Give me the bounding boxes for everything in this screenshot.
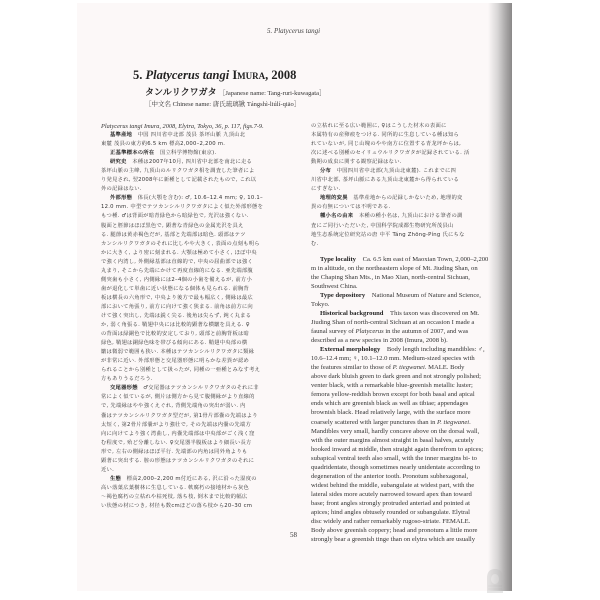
text-line (311, 327, 510, 336)
text-line: の立枯れに至る広い範囲に, ♀はこうした材木の表面に (311, 123, 447, 129)
japanese-name-kana: タンルリクワガタ (145, 88, 217, 98)
line-text: the features similar to those of P. tiegwanei. MALE. Body (311, 364, 465, 372)
line-text: the Chaping Shan Mts., in Mao Xian, north-central Sichuan, (311, 273, 470, 281)
text-line (311, 212, 510, 221)
text-line (311, 345, 510, 354)
text-line (101, 366, 313, 375)
text-line (311, 436, 510, 445)
sphinx-watermark-icon (484, 566, 506, 594)
section-heading: 基準産地 (110, 132, 133, 139)
line-text: 10.6–12.4 mm; ♀, 10.1–12.0 mm. Medium-sized species with (311, 355, 475, 363)
line-text: ends which are greenish black as well as tibiae; appendages (311, 400, 469, 408)
text-line (101, 502, 313, 511)
taxon-name: P. tiegwanei (437, 418, 470, 426)
text-line (311, 194, 510, 203)
book-page (77, 3, 510, 591)
section-heading: 外部形態 (110, 195, 133, 202)
text-line (101, 285, 313, 294)
line-text: り発見され, 翌2008年に新種として記載されたもので, これ以 (101, 177, 257, 184)
text-line (101, 258, 313, 267)
section-heading: 正基準標本の所在 (110, 150, 155, 157)
line-text: Ca. 6.5 km east of Maoxian Town, 2,000–2,200 (362, 255, 489, 263)
line-text: が非常に近い. 外部形態と交尾器形態に明らかな差異が認め (101, 358, 250, 365)
line-text: 茶坪山脈の主峰, 九顶山のルリクワガタ相を調査した筆者によ (101, 168, 255, 175)
text-line (311, 318, 510, 327)
line-text: 顕著に突出する. 腟の形態はテツカンシルリクワガタのそれに (101, 457, 255, 464)
line-text: 高い落葉広葉樹林に生息している. 軟腐朽の接地材から灰色 (101, 484, 250, 491)
line-text: 方もありうるだろう. (101, 376, 153, 383)
line-text: ～褐色腐朽の立枯れや枯死枝, 落ち枝, 倒木まで比較的幅広 (101, 493, 248, 500)
line-text: degeneration of the anterior tooth. Pronotum subhexagonal, (311, 472, 469, 480)
section-heading: 分布 (320, 168, 332, 175)
line-text: quadridentate, though sometimes nearly unidentate according to (311, 463, 481, 471)
taxon-name: Platycerus (355, 328, 384, 336)
line-text: 腹面と脛節はほぼ黒色で, 顕著な青緑色の金属光沢を具え (101, 222, 244, 229)
text-line (101, 493, 313, 502)
line-text: む. (311, 240, 319, 247)
text-line (101, 430, 313, 439)
line-text: 異の有無については不明である. (311, 204, 391, 211)
text-line (101, 222, 313, 231)
line-text: ♂交尾器はテツカンシルリクワガタのそれに非 (143, 385, 259, 392)
line-text: 常によく似ているが, 側片は側方から見て腹側縁がより直線的 (101, 394, 255, 401)
text-line (101, 475, 313, 484)
text-line (311, 463, 510, 472)
text-line (101, 312, 313, 321)
japanese-name (145, 85, 326, 98)
line-text: strongly bear a greenish tinge than on elytra which are usually (311, 536, 476, 544)
line-text: Tokyo. (311, 300, 330, 308)
line-text: disc widely and rather remarkably rugoso-striate. FEMALE. (311, 518, 471, 526)
text-line (311, 185, 510, 194)
section-heading: Type locality (320, 255, 356, 263)
line-text: で, 先端縁はやや強くえぐれ, 背側先端角の突出が弱い. 内 (101, 403, 246, 410)
section-heading: External morphology (320, 346, 381, 354)
line-text: above dark bluish green to dark green and not strongly polished; (311, 373, 481, 381)
text-line (311, 309, 510, 318)
line-text: Body above greenish coppery; head and pronotum a little more (311, 527, 478, 535)
text-line (311, 273, 510, 282)
text-line: 動期の成虫に関する観察記録はない. (311, 159, 402, 166)
text-line (101, 384, 313, 393)
text-line (101, 294, 313, 303)
text-line (101, 167, 313, 176)
text-line: 本属特有の産卵痕をつける. 同所的に生息している種は知ら (311, 132, 460, 139)
text-line: れていないが, 同じ山塊のやや南方に位置する青龙坪からは, (311, 141, 462, 148)
text-line (101, 240, 313, 249)
text-line (311, 354, 510, 363)
line-text: described as a new species in 2008 (Imura, 2008 b). (311, 337, 448, 345)
text-line: 次に述べる別種のセイリュウルリクワガタが記録されている. 活 (311, 150, 470, 157)
line-text: widest behind the middle, subangulate at widest part, with the (311, 481, 475, 489)
citation-text: Platycerus tangi Imura, 2008, Elytra, Tokyo, 36, p. 117, figs.7-9. (101, 123, 264, 130)
line-text: m in altitude, on the northeastern slope of Mt. Jiuding Shan, on (311, 264, 478, 272)
line-text: 歯が退化して単歯に近い状態になる個体も見られる. 前胸背 (101, 285, 250, 292)
line-text: る. 腿節は黄赤褐色だが, 基部と先端部は暗色. 頭部はテツ (101, 231, 246, 238)
line-text: 太短く, 第2骨片部嚢がより強壮で, その先端は内嚢の先端方 (101, 421, 252, 428)
text-line (311, 282, 510, 291)
section-heading: 交尾器形態 (110, 385, 138, 392)
line-text: 査にご同行いただいた, 中国科学院成都生物研究所茂县山 (311, 222, 454, 229)
taxon-name: P. tiegwanei (392, 364, 425, 372)
text-line (101, 231, 313, 240)
text-line (311, 418, 510, 427)
text-line (101, 466, 313, 475)
line-text: National Museum of Nature and Science, (371, 291, 481, 299)
line-text: 中国四川省中北部(九顶山北東麓). これまでに四 (336, 168, 457, 175)
section-heading: 研究史 (110, 159, 127, 166)
line-text: This taxon was discovered on Mt. (390, 309, 480, 317)
species-year: , 2008 (265, 68, 297, 82)
section-heading: Historical background (320, 309, 384, 317)
line-text: 基準産地からの記録しかないため, 地理的変 (353, 195, 463, 202)
line-text: 丸まり, そこから先端にかけて再度直線的になる. 亜先端部腹 (101, 267, 253, 274)
text-line (101, 185, 313, 194)
line-text: の背面は緑銅色で比較的安定しており, 頭部と前胸背板は暗 (101, 331, 250, 338)
line-text: base; front angles strongly protruded anteriad and pointed at (311, 499, 470, 507)
section-heading: Type depository (320, 291, 366, 299)
species-title (133, 68, 296, 83)
line-text: 嚢はテツカンシルリクワガタ型だが, 第1骨片部嚢の先端はより (101, 412, 258, 419)
text-line (311, 408, 510, 417)
line-text: 12.0 mm. 中型でテツカンシルリクワガタによく似た外部形態を (101, 204, 264, 211)
line-text: 本種の種小名は, 九顶山における筆者の調 (358, 213, 463, 220)
line-text: coarsely scattered with larger punctures than in P. tiegwanei. (311, 418, 471, 426)
line-text: か, 弱く角張る. 鞘翅中央には比較的顕著な横皺を具える. ♀ (101, 322, 250, 329)
line-text: faunal survey of Platycerus in the autumn of 2007, and was (311, 328, 469, 336)
text-line (311, 445, 510, 454)
line-text: femora yellow-reddish brown except for both basal and apical (311, 391, 475, 399)
text-line (311, 490, 510, 499)
text-line (311, 381, 510, 390)
line-text: apices; hind angles obtusely rounded or subangulate. Elytral (311, 508, 470, 516)
text-line (311, 499, 510, 508)
text-line (101, 448, 313, 457)
line-text: hooked inward at middle, then straight again therefrom to apices; (311, 445, 484, 453)
left-column (101, 122, 313, 511)
text-line (101, 212, 313, 221)
text-line (101, 149, 313, 158)
text-line (311, 167, 510, 176)
line-text: む程度で, 殆ど分離しない. ♀交尾器半腹板はより細長い長方 (101, 439, 252, 446)
line-text: にすぎない. (311, 186, 341, 193)
text-line (311, 222, 510, 231)
text-line (101, 321, 313, 330)
line-text: brownish black. Head relatively large, with the surface more (311, 409, 471, 417)
citation-line (101, 122, 313, 131)
text-line (101, 393, 313, 402)
line-text: 川省中北部, 茶坪山脈にある九顶山北東麓から得られている (311, 177, 460, 184)
text-line (101, 194, 313, 203)
line-text: venter black, with a remarkable blue-greenish metallic luster; (311, 382, 473, 390)
line-text: lateral sides more acutely narrowed toward apex than toward (311, 490, 472, 498)
text-line (101, 303, 313, 312)
line-text: 皺は微弱で範囲も狭い. 本種はテツカンシルリクワガタに類縁 (101, 349, 255, 356)
line-text: subapical ventral teeth also small, with the inner margins bi- to (311, 454, 477, 462)
text-line (101, 267, 313, 276)
text-line (101, 375, 313, 384)
text-line (311, 231, 510, 240)
text-line (311, 472, 510, 481)
section-heading: 地理的変異 (320, 195, 348, 202)
text-line (101, 176, 313, 185)
text-line (311, 203, 510, 212)
text-line (101, 131, 313, 140)
line-text: 中国 四川省中北部 茂县 茶坪山脈 九顶山北 (137, 132, 246, 139)
text-line (101, 421, 313, 430)
text-line (101, 249, 313, 258)
species-binomial: Platycerus tangi (145, 68, 230, 82)
text-line (311, 264, 510, 273)
text-line (101, 457, 313, 466)
chinese-name: ［中文名 Chinese name: 唐氏琉璃锹 Tángshì-liúlí-qiāo］ (145, 101, 301, 108)
line-text: 側突歯も小さく, 内側縁には2–4個の小歯を備えるが, 前方小 (101, 276, 253, 283)
line-text: かに大きく, より密に刻まれる. 大顎は極めて小さく, ほぼ中央 (101, 249, 257, 256)
line-text: 標高2,000–2,200 m付近にある, 沢に沿った湿度の (126, 475, 257, 482)
line-text: Body length including mandibles: ♂, (386, 346, 485, 354)
line-text: with the outer margins almost straight in basal halves, acutely (311, 436, 474, 444)
line-text: 外の記録はない. (101, 186, 142, 193)
text-line (311, 255, 510, 264)
section-heading: 種小名の由来 (320, 213, 354, 220)
line-text: 形で, 左右の側縁はほぼ平行. 先端部の内角は同外角よりも (101, 448, 248, 455)
line-text: 緑色, 鞘翅は銅緑色味を帯びる傾向にある. 鞘翅中央部の横 (101, 340, 248, 347)
text-line (101, 439, 313, 448)
line-text: 向に向けてより強く湾曲し, 内嚢先端部は中央部がごく浅く窪 (101, 430, 255, 437)
text-line (311, 336, 510, 345)
text-line (311, 372, 510, 381)
text-line (101, 402, 313, 411)
line-text: 地生态系统定位研究站の唐 中平 Táng Zhōng-Píng 氏にちな (311, 231, 465, 238)
line-text: 東麓 茂县の東方約6.5 km 標高2,000–2,200 m. (101, 141, 226, 148)
line-text: けて強く突出し, 先端は鋭く尖る. 後角は尖らず, 鈍く丸まる (101, 312, 252, 319)
line-text: で強く内湾し, 外側縁基部は直線的で, 中央の屈曲部では強く (101, 258, 253, 265)
line-text: 国立科学博物館(東京). (159, 150, 217, 157)
text-line (311, 454, 510, 463)
line-text: カンシルリクワガタのそれに比しやや大きく, 表面の点刻も明ら (101, 240, 260, 247)
text-line (311, 481, 510, 490)
book-spine-shadow (488, 3, 512, 591)
text-line (101, 339, 313, 348)
line-text: 本種は2007年10月, 四川省中北部を南北に走る (132, 159, 253, 166)
line-text: 板は横長の六角形で, 中央より後方で最も幅広く, 側縁は最広 (101, 294, 253, 301)
text-line (101, 158, 313, 167)
text-line (101, 330, 313, 339)
japanese-name-romaji: ［Japanese name: Tang-ruri-kuwagata］ (218, 90, 326, 97)
text-line (311, 291, 510, 300)
line-text: Jiuding Shan of north-central Sichuan at an occasion I made a (311, 318, 475, 326)
text-line (311, 399, 510, 408)
text-line (101, 357, 313, 366)
text-line (101, 276, 313, 285)
text-line (311, 300, 510, 309)
line-text: Southwest China. (311, 282, 358, 290)
text-line (311, 427, 510, 436)
text-line (311, 363, 510, 372)
line-text: Mandibles very small, hardly concave above on the dorsal wall, (311, 427, 480, 435)
text-line (311, 390, 510, 399)
text-line (311, 517, 510, 526)
running-head: 5. Platycerus tangi (266, 27, 321, 35)
line-text: られることから別種として扱ったが, 同種の一亜種とみなす考え (101, 367, 261, 374)
text-line (311, 508, 510, 517)
text-line (101, 140, 313, 149)
line-text: い状態の材につき, 材径も数cmほどの落ち枝から20–30 cm (101, 502, 253, 509)
right-column (311, 122, 510, 544)
species-author: Imura (232, 68, 266, 82)
text-line (101, 484, 313, 493)
text-line (101, 348, 313, 357)
line-text: もつ種. ♂は背面が暗青緑色から暗緑色で, 光沢は強くない. (101, 213, 249, 220)
line-text: 体長(大顎を含む): ♂, 10.6–12.4 mm; ♀, 10.1– (137, 195, 263, 202)
text-line (101, 412, 313, 421)
species-number: 5. (133, 68, 143, 82)
page-number: 58 (290, 531, 297, 539)
line-text: 近い. (101, 466, 115, 473)
text-line (311, 176, 510, 185)
section-heading: 生態 (110, 475, 122, 482)
text-line (311, 240, 510, 249)
line-text: 部において角張り, 前方に向けて強く狭まる. 前角は前方に向 (101, 303, 253, 310)
text-line (101, 203, 313, 212)
